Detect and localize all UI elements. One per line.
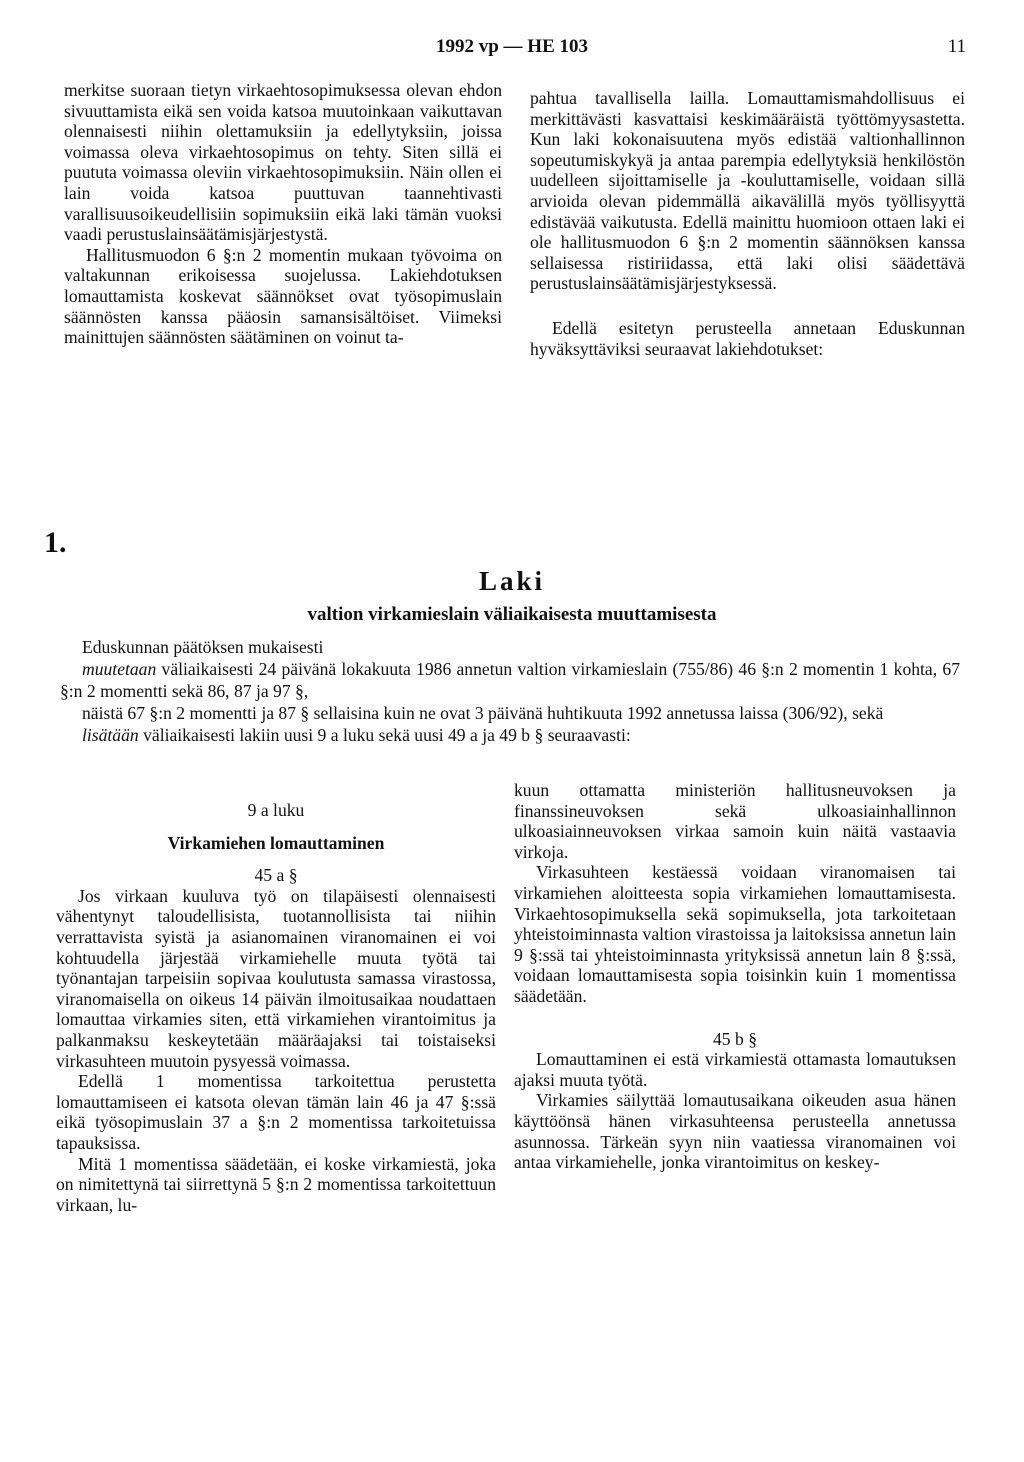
top-right-column: [530, 88, 965, 359]
paragraph: Mitä 1 momentissa säädetään, ei koske virkamiestä, joka on nimitettynä tai siirrettynä 5 §:n 2 momentissa tarkoitettuun virkaan, lu-: [56, 1153, 496, 1215]
paragraph: merkitse suoraan tietyn virkaehtosopimuksessa olevan ehdon sivuuttamista eikä sen voida katsoa muutoinkaan vaikuttavan olennaisesti niihin olettamuksiin ja edellytyksiin, joissa voimassa oleva virkaehtosopimus on tehty. Siten sillä ei puututa voimassa oleviin virkaehtosopimuksiin. Näin ollen ei lain voida katsoa puuttuvan taannehtivasti varallisuusoikeudellisiin sopimuksiin eikä laki tämän vuoksi vaadi perustuslainsäätämisjärjestystä.: [64, 80, 502, 245]
chapter-heading: 9 a luku: [247, 800, 305, 820]
section-heading: 45 a §: [254, 865, 298, 886]
law-number: 1.: [44, 526, 67, 559]
add-text: väliaikaisesti lakiin uusi 9 a luku sekä uusi 49 a ja 49 b § seuraavasti:: [138, 725, 631, 745]
paragraph: Hallitusmuodon 6 §:n 2 momentin mukaan työvoima on valtakunnan erikoisessa suojelussa. Lakiehdotuksen lomauttamista koskevat säännökset ovat työsopimuslain säännösten kanssa pääosin samansisältöiset. Viimeksi mainittujen säännösten säätäminen on voinut ta-: [64, 244, 502, 348]
law-preamble: [60, 636, 960, 746]
add-verb: lisätään: [82, 725, 139, 745]
amend-verb: muutetaan: [82, 659, 157, 679]
paragraph: Edellä esitetyn perusteella annetaan Eduskunnan hyväksyttäviksi seuraavat lakiehdotukset:: [530, 317, 965, 359]
running-head: 1992 vp — HE 103: [435, 36, 589, 57]
page-header: [0, 36, 1024, 60]
law-subtitle: valtion virkamieslain väliaikaisesta muuttamisesta: [307, 604, 717, 625]
chapter-title: Virkamiehen lomauttaminen: [167, 832, 385, 853]
paragraph: pahtua tavallisella lailla. Lomauttamismahdollisuus ei merkittävästi kasvattaisi keskimääräistä työttömyysastetta. Kun laki kokonaisuutena myös edistää valtionhallinnon sopeutumiskykyä ja antaa parempia edellytyksiä henkilöstön uudelleen sijoittamiselle ja -kouluttamiselle, voidaan sillä arvioida olevan pidemmällä aikavälillä myös työllisyyttä edistävää vaikutusta. Edellä mainittu huomioon ottaen laki ei ole hallitusmuodon 6 §:n 2 momentin säännöksen kanssa sellaisessa ristiriidassa, että laki olisi säädettävä perustuslainsäätämisjärjestyksessä.: [530, 88, 965, 294]
paragraph: Edellä 1 momentissa tarkoitettua perustetta lomauttamiseen ei katsota olevan tämän lain 46 ja 47 §:ssä eikä työsopimuslain 37 a §:n 2 momentissa tarkoitetuissa tapauksissa.: [56, 1071, 496, 1153]
law-title: Laki: [478, 566, 546, 596]
paragraph: Virkasuhteen kestäessä voidaan viranomaisen tai virkamiehen aloitteesta sopia virkamiehen lomauttamisesta. Virkaehtosopimuksella sekä sopimuksella, jota tarkoitetaan yhteistoiminnasta valtion virastoissa ja laitoksissa annetun lain 9 §:ssä tai yhteistoiminnasta yrityksissä annetun lain 8 §:ssä, voidaan lomauttamisesta sopia toisinkin kuin 1 momentissa säädetään.: [514, 862, 956, 1006]
addition-clause: [60, 724, 960, 746]
top-left-column: [64, 80, 502, 348]
paragraph: Jos virkaan kuuluva työ on tilapäisesti olennaisesti vähentynyt taloudellisista, tuotannollisista tai niihin verrattavista syistä ja asianomainen viranomainen ei voi kohtuudella järjestää virkamiehelle muuta työtä tai työnantajan tarpeisiin sopivaa koulutusta samassa virastossa, viranomaisella on oikeus 14 päivän ilmoitusaikaa noudattaen lomauttaa virkamies siten, että virkamiehen virantoimitus ja palkanmaksu keskeytetään määräajaksi tai toistaiseksi virkasuhteen muutoin pysyessä voimassa.: [56, 885, 496, 1071]
paragraph: kuun ottamatta ministeriön hallitusneuvoksen ja finanssineuvoksen sekä ulkoasiainhallinnon ulkoasiainneuvoksen virkaa samoin kuin näitä vastaavia virkoja.: [514, 780, 956, 862]
paragraph: Lomauttaminen ei estä virkamiestä ottamasta lomautuksen ajaksi muuta työtä.: [514, 1049, 956, 1090]
amendment-clause: [60, 658, 960, 702]
paragraph: Virkamies säilyttää lomautusaikana oikeuden asua hänen käyttöönsä hänen virkasuhteensa perusteella annetussa asunnossa. Tärkeän syyn niin vaatiessa viranomainen voi antaa virkamiehelle, jonka virantoimitus on keskey-: [514, 1090, 956, 1173]
page-number: 11: [947, 36, 966, 57]
section-heading: 45 b §: [713, 1028, 757, 1049]
enacting-clause: Eduskunnan päätöksen mukaisesti: [82, 637, 324, 657]
bottom-right-column: [514, 780, 956, 1173]
amendment-note: näistä 67 §:n 2 momentti ja 87 § sellaisina kuin ne ovat 3 päivänä huhtikuuta 1992 annetussa laissa (306/92), sekä: [82, 703, 884, 723]
bottom-left-column: [56, 800, 496, 1215]
amend-text: väliaikaisesti 24 päivänä lokakuuta 1986 annetun valtion virkamieslain (755/86) 46 §:n 2 momentin 1 kohta, 67 §:n 2 momentti sekä 86, 87 ja 97 §,: [60, 659, 960, 701]
